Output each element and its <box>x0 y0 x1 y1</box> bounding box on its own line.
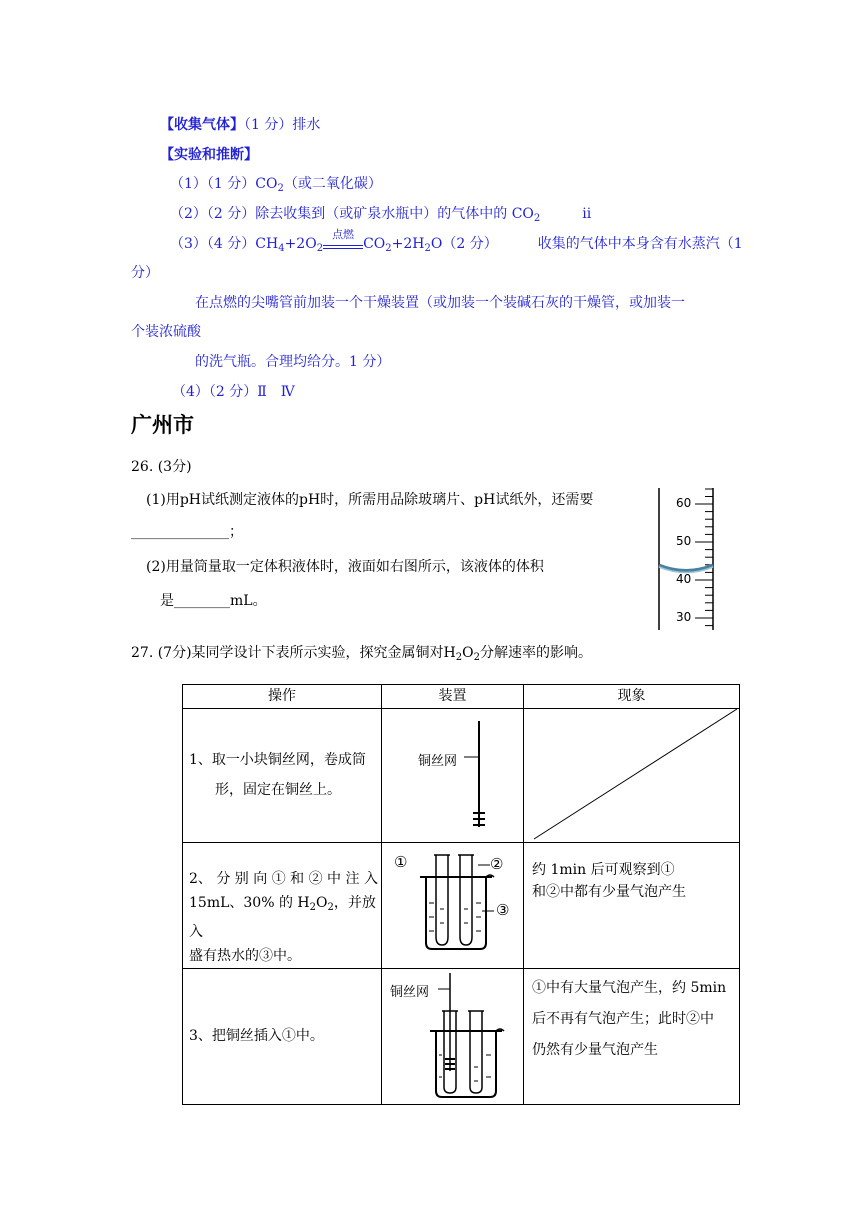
equation-mid: +2O <box>284 236 317 252</box>
table-header-cell: 装置 <box>382 685 524 709</box>
collect-gas-text: （1 分）排水 <box>244 117 321 133</box>
cylinder-tick-label: 60 <box>676 496 692 510</box>
q26-part1: (1)用pH试纸测定液体的pH时，所需用品除玻璃片、pH试纸外，还需要 <box>146 492 594 508</box>
copper-wire-icon <box>382 709 523 843</box>
tube-label-1: ① <box>394 853 408 871</box>
answer-item-1-tail: （或二氧化碳） <box>283 176 382 192</box>
operation-cell <box>183 843 382 969</box>
graduated-cylinder-figure <box>655 488 720 630</box>
experiment-table <box>182 684 740 1105</box>
equation-sub: 2 <box>316 243 324 254</box>
answer-item-2-label: （2）（2 分） <box>170 206 256 222</box>
answer-item-4-label: （4）（2 分） <box>172 384 258 400</box>
q26-blank1: ______________； <box>131 524 243 540</box>
answer-note-line-2: 个装浓硫酸 <box>131 324 201 340</box>
copper-mesh-label: 铜丝网 <box>390 985 430 1000</box>
collect-gas-tag: 【收集气体】 <box>160 117 244 133</box>
reaction-condition <box>323 228 363 252</box>
tube-label-2: ② <box>490 855 504 873</box>
row1-op-line1: 1、取一小块铜丝网，卷成筒 <box>189 752 366 768</box>
equation-right: CO <box>363 236 386 252</box>
equation-sub: 2 <box>424 243 431 254</box>
answer-item-2-text: 除去收集到（或矿泉水瓶中）的气体中的 CO <box>255 206 534 222</box>
table-row <box>183 969 740 1105</box>
device-cell <box>382 709 524 843</box>
row2-op-line2-post: ，并放入 <box>189 895 376 940</box>
collect-gas-line <box>160 114 320 134</box>
answer-item-4 <box>172 381 295 401</box>
reaction-arrow-line <box>323 245 363 246</box>
row2-op-line1: 2、 分 别 向 ① 和 ② 中 注 入 <box>189 871 378 887</box>
answer-note-line-1: 在点燃的尖嘴管前加装一个干燥装置（或加装一个装碱石灰的干燥管，或加装一 <box>195 295 685 311</box>
row2-op-line3: 盛有热水的③中。 <box>189 948 301 964</box>
equation-sub: 2 <box>385 243 392 254</box>
copper-wire-in-tube-icon <box>382 969 523 1105</box>
answer-item-3-reason: 收集的气体中本身含有水蒸汽（1 <box>537 236 743 252</box>
phenomenon-cell <box>524 969 740 1105</box>
answer-item-3 <box>170 228 743 254</box>
answer-item-4-text: Ⅱ Ⅳ <box>257 384 295 400</box>
q27-header <box>131 642 592 663</box>
cylinder-tick-label: 30 <box>676 610 692 624</box>
copper-mesh-label: 铜丝网 <box>418 754 458 769</box>
reaction-condition-text: 点燃 <box>332 228 355 241</box>
table-header-cell: 现象 <box>524 685 740 709</box>
beaker-label-3: ③ <box>496 901 510 919</box>
q26-header: 26. (3分) <box>131 459 192 475</box>
row1-op-line2: 形，固定在铜丝上。 <box>215 782 341 798</box>
q27-header-sub: 2 <box>473 652 480 663</box>
operation-cell <box>183 709 382 843</box>
reaction-arrow-line <box>323 248 363 249</box>
equation-right: +2H <box>391 236 425 252</box>
answer-item-2-tail: ii <box>582 206 592 222</box>
row2-op-sub: 2 <box>309 902 316 913</box>
row2-op-sub: 2 <box>327 902 334 913</box>
q27-header-pre: 27. (7分)某同学设计下表所示实验，探究金属铜对H <box>131 645 456 661</box>
answer-item-2-sub: 2 <box>533 213 541 224</box>
equation-left: CH <box>255 236 279 252</box>
experiment-tag: 【实验和推断】 <box>160 147 258 163</box>
q26-part2b: 是________mL。 <box>160 593 267 609</box>
q27-header-sub: 2 <box>455 652 463 663</box>
answer-item-1-label: （1）（1 分） <box>170 176 256 192</box>
q26-part2: (2)用量筒量取一定体积液体时，液面如右图所示，该液体的体积 <box>146 559 544 575</box>
answer-item-1-text: CO <box>255 176 278 192</box>
table-row <box>183 709 740 843</box>
equation-sub: 4 <box>278 243 285 254</box>
row3-op-line1: 3、把铜丝插入①中。 <box>189 1028 324 1044</box>
answer-item-3-label: （3）（4 分） <box>170 236 256 252</box>
device-cell <box>382 969 524 1105</box>
q27-header-post: 分解速率的影响。 <box>480 645 592 661</box>
diagonal-strike <box>524 709 739 843</box>
answer-item-2 <box>170 203 591 224</box>
row2-phenomenon-line2: 和②中都有少量气泡产生 <box>532 884 686 900</box>
answer-note-line-3: 的洗气瓶。合理均给分。1 分） <box>195 354 391 370</box>
table-header-row <box>183 685 740 709</box>
row3-phenomenon-line2: 后不再有气泡产生；此时②中 <box>532 1011 714 1027</box>
phenomenon-cell-empty <box>524 709 740 843</box>
row2-op-line2-pre: 15mL、30% 的 H <box>189 895 310 911</box>
row3-phenomenon-line3: 仍然有少量气泡产生 <box>532 1042 658 1058</box>
equation-right: O（2 分） <box>430 236 498 252</box>
row2-op-mid: O <box>316 895 328 911</box>
row3-phenomenon-line1: ①中有大量气泡产生，约 5min <box>532 980 727 996</box>
device-cell <box>382 843 524 969</box>
phenomenon-cell <box>524 843 740 969</box>
cylinder-tick-label: 50 <box>676 534 692 548</box>
row2-op-line2 <box>189 891 381 944</box>
row2-phenomenon-line1: 约 1min 后可观察到① <box>532 862 675 878</box>
answer-item-3-wrap: 分） <box>131 265 159 281</box>
cylinder-tick-label: 40 <box>676 572 692 586</box>
city-heading: 广州市 <box>131 413 194 437</box>
q27-header-mid: O <box>462 645 474 661</box>
answer-item-1 <box>170 173 382 194</box>
answer-item-1-sub: 2 <box>277 183 284 194</box>
table-row <box>183 843 740 969</box>
operation-cell <box>183 969 382 1105</box>
table-header-cell: 操作 <box>183 685 382 709</box>
